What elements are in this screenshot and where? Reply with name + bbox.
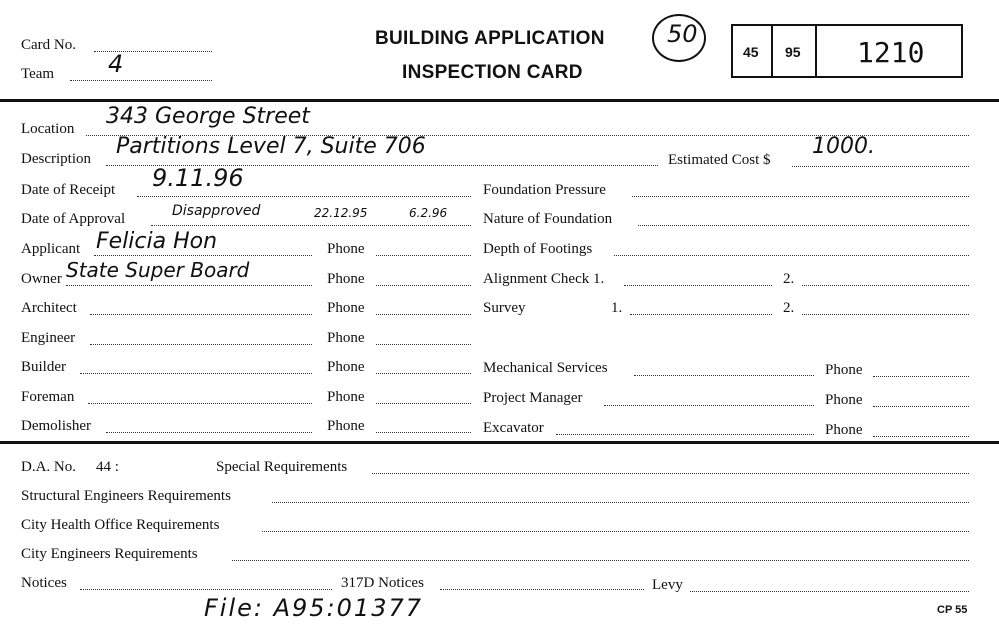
survey-label: Survey xyxy=(483,300,526,316)
applicant-label: Applicant xyxy=(21,241,81,257)
foreman-phone-field[interactable] xyxy=(376,403,471,404)
estimated-cost-field[interactable] xyxy=(792,166,969,167)
city-health-requirements-label: City Health Office Requirements xyxy=(21,517,220,533)
foundation-pressure-label: Foundation Pressure xyxy=(483,182,606,198)
demolisher-label: Demolisher xyxy=(21,418,91,434)
builder-label: Builder xyxy=(21,359,66,375)
date-receipt-label: Date of Receipt xyxy=(21,182,116,198)
applicant-phone-label: Phone xyxy=(327,241,365,257)
engineer-phone-label: Phone xyxy=(327,330,365,346)
depth-footings-label: Depth of Footings xyxy=(483,241,593,257)
engineer-phone-field[interactable] xyxy=(376,344,471,345)
file-note: File: A95:01377 xyxy=(204,594,424,622)
architect-phone-label: Phone xyxy=(327,300,365,316)
nature-foundation-label: Nature of Foundation xyxy=(483,211,613,227)
applicant-field[interactable] xyxy=(94,255,312,256)
builder-phone-label: Phone xyxy=(327,359,365,375)
demolisher-phone-field[interactable] xyxy=(376,432,471,433)
notices-317d-label: 317D Notices xyxy=(341,575,424,591)
project-manager-phone-label: Phone xyxy=(825,392,863,408)
levy-label: Levy xyxy=(652,577,683,593)
date-approval-value-2: 22.12.95 xyxy=(314,206,368,220)
location-value: 343 George Street xyxy=(106,104,310,129)
mechanical-phone-field[interactable] xyxy=(873,376,969,377)
notices-317d-field[interactable] xyxy=(440,589,644,590)
body-divider xyxy=(0,441,999,444)
alignment-check-1-field[interactable] xyxy=(624,285,772,286)
survey-1-field[interactable] xyxy=(630,314,772,315)
architect-label: Architect xyxy=(21,300,77,316)
form-code: CP 55 xyxy=(937,604,968,616)
location-label: Location xyxy=(21,121,75,137)
date-approval-value-3: 6.2.96 xyxy=(409,206,448,220)
owner-field[interactable] xyxy=(66,285,312,286)
levy-field[interactable] xyxy=(690,591,969,592)
title-line-2: INSPECTION CARD xyxy=(402,62,583,83)
owner-phone-label: Phone xyxy=(327,271,365,287)
structural-requirements-field[interactable] xyxy=(272,502,969,503)
excavator-phone-label: Phone xyxy=(825,422,863,438)
city-health-requirements-field[interactable] xyxy=(262,531,969,532)
structural-requirements-label: Structural Engineers Requirements xyxy=(21,488,231,504)
project-manager-label: Project Manager xyxy=(483,390,583,406)
da-no-label: D.A. No. xyxy=(21,459,76,475)
mechanical-phone-label: Phone xyxy=(825,362,863,378)
architect-field[interactable] xyxy=(90,314,312,315)
foundation-pressure-field[interactable] xyxy=(632,196,969,197)
card-no-label: Card No. xyxy=(21,37,76,53)
excavator-phone-field[interactable] xyxy=(873,436,969,437)
title-line-1: BUILDING APPLICATION xyxy=(375,28,605,49)
builder-phone-field[interactable] xyxy=(376,373,471,374)
mechanical-field[interactable] xyxy=(634,375,814,376)
estimated-cost-label: Estimated Cost $ xyxy=(668,152,771,168)
owner-label: Owner xyxy=(21,271,62,287)
notices-field[interactable] xyxy=(80,589,332,590)
city-engineers-requirements-field[interactable] xyxy=(232,560,969,561)
foreman-field[interactable] xyxy=(88,403,312,404)
project-manager-phone-field[interactable] xyxy=(873,406,969,407)
survey-2-label: 2. xyxy=(783,300,795,316)
box-cell-2-value: 95 xyxy=(785,44,801,60)
team-field[interactable] xyxy=(70,80,212,81)
alignment-check-2-label: 2. xyxy=(783,271,795,287)
city-engineers-requirements-label: City Engineers Requirements xyxy=(21,546,198,562)
demolisher-phone-label: Phone xyxy=(327,418,365,434)
foreman-label: Foreman xyxy=(21,389,75,405)
card-number: 1210 xyxy=(857,36,925,69)
date-approval-field[interactable] xyxy=(151,225,471,226)
date-approval-label: Date of Approval xyxy=(21,211,126,227)
engineer-label: Engineer xyxy=(21,330,76,346)
box-cell-1-value: 45 xyxy=(743,44,759,60)
special-requirements-label: Special Requirements xyxy=(216,459,348,475)
alignment-check-label: Alignment Check 1. xyxy=(483,271,605,287)
date-approval-value-1: Disapproved xyxy=(172,203,261,219)
survey-2-field[interactable] xyxy=(802,314,969,315)
notices-label: Notices xyxy=(21,575,67,591)
project-manager-field[interactable] xyxy=(604,405,814,406)
date-receipt-value: 9.11.96 xyxy=(152,164,244,192)
team-value: 4 xyxy=(108,50,124,78)
applicant-phone-field[interactable] xyxy=(376,255,471,256)
card-number-box xyxy=(731,24,963,78)
description-label: Description xyxy=(21,151,91,167)
builder-field[interactable] xyxy=(80,373,312,374)
owner-value: State Super Board xyxy=(66,258,250,282)
circled-mark-value: 50 xyxy=(667,20,698,48)
excavator-label: Excavator xyxy=(483,420,544,436)
excavator-field[interactable] xyxy=(556,434,814,435)
survey-1-label: 1. xyxy=(611,300,623,316)
engineer-field[interactable] xyxy=(90,344,312,345)
team-label: Team xyxy=(21,66,55,82)
demolisher-field[interactable] xyxy=(106,432,312,433)
architect-phone-field[interactable] xyxy=(376,314,471,315)
header-divider xyxy=(0,99,999,102)
date-receipt-field[interactable] xyxy=(137,196,471,197)
da-no-value: 44 : xyxy=(96,459,119,475)
estimated-cost-value: 1000. xyxy=(812,134,875,159)
owner-phone-field[interactable] xyxy=(376,285,471,286)
depth-footings-field[interactable] xyxy=(614,255,969,256)
nature-foundation-field[interactable] xyxy=(638,225,969,226)
mechanical-label: Mechanical Services xyxy=(483,360,608,376)
applicant-value: Felicia Hon xyxy=(96,229,218,254)
foreman-phone-label: Phone xyxy=(327,389,365,405)
alignment-check-2-field[interactable] xyxy=(802,285,969,286)
description-value: Partitions Level 7, Suite 706 xyxy=(116,134,426,159)
circled-mark xyxy=(652,14,706,62)
special-requirements-field[interactable] xyxy=(372,473,969,474)
